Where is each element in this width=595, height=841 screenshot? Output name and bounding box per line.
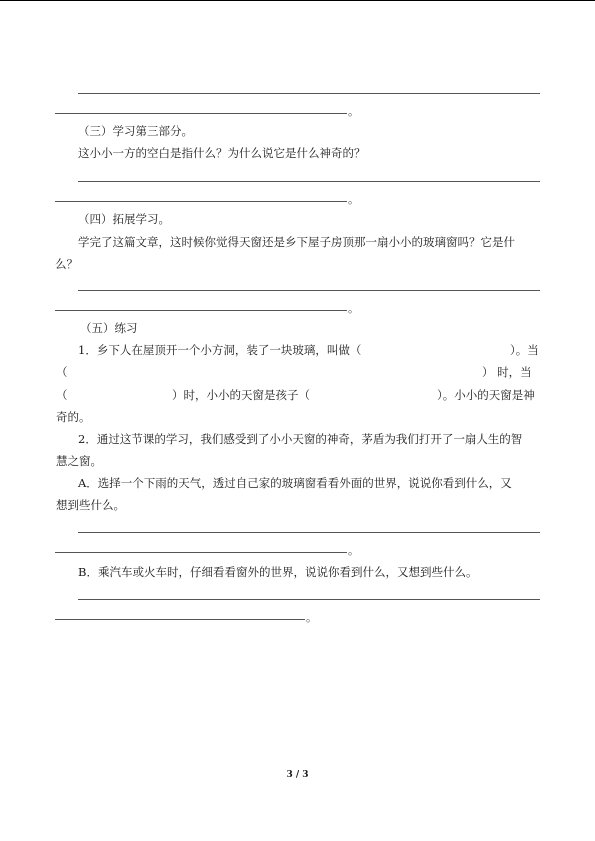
exercise-1-line4: 奇的。 xyxy=(56,410,91,424)
exercise-2-line2: 慧之窗。 xyxy=(56,454,102,468)
period-mark: 。 xyxy=(306,611,317,624)
answer-line xyxy=(78,532,540,533)
section-4-question-line2: 么？ xyxy=(55,257,78,271)
exercise-2b-line1: B．乘汽车或火车时，仔细看看窗外的世界，说说你看到什么，又想到些什么。 xyxy=(78,565,478,579)
answer-line xyxy=(55,310,347,311)
answer-line xyxy=(78,181,540,182)
answer-line xyxy=(55,619,305,620)
section-3-heading: （三）学习第三部分。 xyxy=(78,124,193,138)
answer-line xyxy=(55,113,347,114)
answer-line xyxy=(55,552,347,553)
exercise-1-line2-a: （ xyxy=(56,365,68,379)
period-mark: 。 xyxy=(348,302,359,315)
exercise-1-line3-c: ）。小小的天窗是神 xyxy=(437,388,535,402)
exercise-1-line1-a: 1．乡下人在屋顶开一个小方洞，装了一块玻璃，叫做（ xyxy=(78,343,362,357)
exercise-1-line2-b: ） 时，当 xyxy=(482,365,532,379)
answer-line xyxy=(78,599,540,600)
period-mark: 。 xyxy=(348,105,359,118)
section-3-question: 这小小一方的空白是指什么？为什么说它是什么神奇的？ xyxy=(78,146,366,160)
top-border xyxy=(0,0,595,1)
exercise-2-line1: 2．通过这节课的学习，我们感受到了小小天窗的神奇，茅盾为我们打开了一扇人生的智 xyxy=(78,432,523,446)
exercise-1-line1-b: ）。当 xyxy=(510,343,539,357)
exercise-1-line3-a: （ xyxy=(56,388,68,402)
section-4-heading: （四）拓展学习。 xyxy=(78,212,170,226)
section-4-question-line1: 学完了这篇文章，这时候你觉得天窗还是乡下屋子房顶那一扇小小的玻璃窗吗？它是什 xyxy=(78,235,515,249)
page-number: 3 / 3 xyxy=(286,770,309,780)
exercise-1-line3-b: ）时，小小的天窗是孩子（ xyxy=(172,388,310,402)
answer-line xyxy=(78,93,540,94)
section-5-heading: （五）练习 xyxy=(80,321,138,335)
period-mark: 。 xyxy=(348,193,359,206)
exercise-2a-line1: A．选择一个下雨的天气，透过自己家的玻璃窗看看外面的世界，说说你看到什么，又 xyxy=(78,476,512,490)
period-mark: 。 xyxy=(348,544,359,557)
answer-line xyxy=(55,201,347,202)
answer-line xyxy=(78,290,540,291)
exercise-2a-line2: 想到些什么。 xyxy=(56,498,125,512)
